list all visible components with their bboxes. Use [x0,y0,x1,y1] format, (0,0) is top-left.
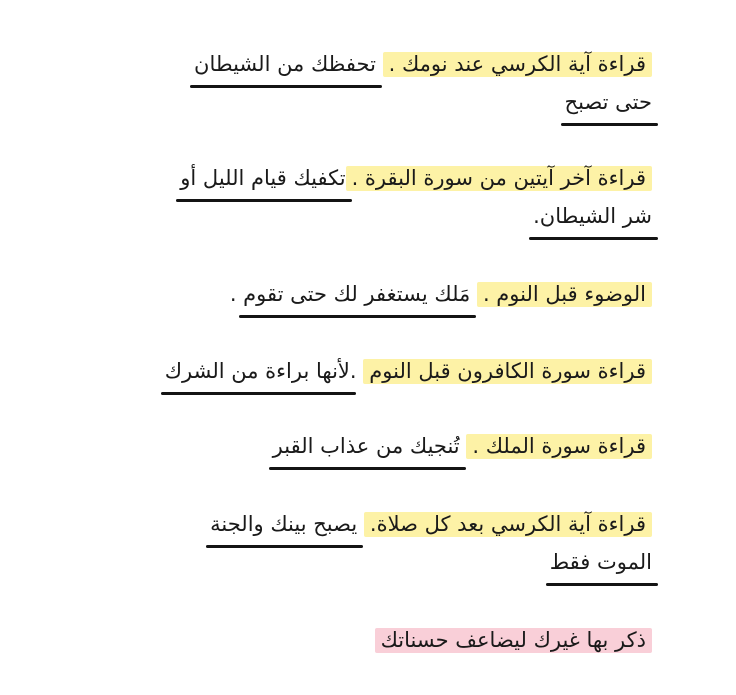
item-2-line-1 [180,162,652,198]
separator-text: . [349,359,364,383]
separator-text [357,512,364,536]
item-2-line-2 [533,200,652,236]
underlined-text: شر الشيطان. [533,200,652,236]
highlighted-text: قراءة سورة الكافرون قبل النوم [363,359,652,384]
closing-note [375,624,652,658]
highlighted-text: قراءة آية الكرسي عند نومك . [383,52,652,77]
underlined-text: الموت فقط [550,546,652,582]
underlined-text: يصبح بينك والجنة [210,508,357,544]
item-1-line-1 [194,48,652,84]
underlined-text: لأنها براءة من الشرك [165,355,350,391]
highlighted-text: قراءة آخر آيتين من سورة البقرة . [346,166,652,191]
separator-text [470,282,477,306]
suffix-text: . [229,282,244,306]
underlined-text: حتى تصبح [565,86,652,122]
underlined-text: تحفظك من الشيطان [194,48,376,84]
underlined-text: تكفيك قيام الليل أو [180,162,345,198]
item-4-line-1 [165,355,652,391]
underlined-text: تُنجيك من عذاب القبر [273,430,460,466]
item-6-line-2 [550,546,652,582]
separator-text [376,52,383,76]
highlighted-text: قراءة آية الكرسي بعد كل صلاة. [364,512,652,537]
highlighted-text: قراءة سورة الملك . [466,434,652,459]
highlighted-text: الوضوء قبل النوم . [477,282,652,307]
item-3-line-1 [230,278,652,314]
pink-highlighted-text: ذكر بها غيرك ليضاعف حسناتك [375,628,652,653]
item-5-line-1 [273,430,652,466]
item-1-line-2 [565,86,652,122]
item-6-line-1 [210,508,652,544]
underlined-text: مَلك يستغفر لك حتى تقوم [243,278,470,314]
